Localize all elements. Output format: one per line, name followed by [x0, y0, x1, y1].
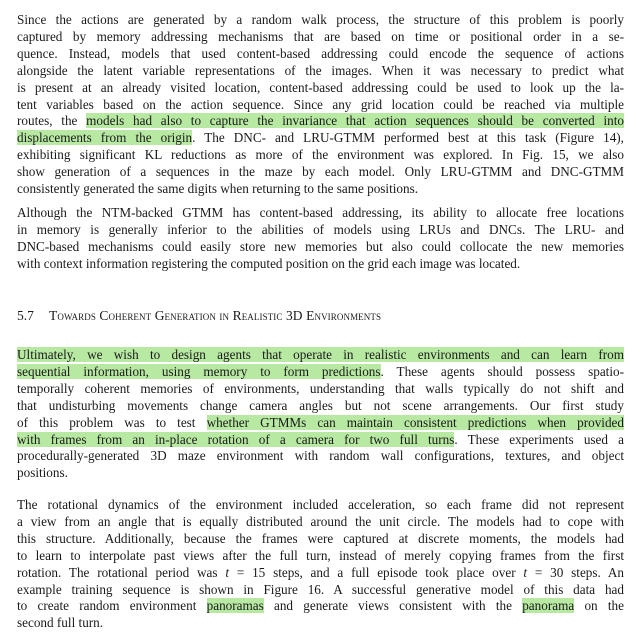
- text-span: = 30 steps. An: [527, 564, 625, 580]
- text-line: [17, 432, 624, 449]
- text-span: and generate views consistent with the: [263, 598, 523, 614]
- math-variable-t: t: [225, 564, 230, 580]
- text-line: Since the actions are generated by a random walk process, the structure of this problem is poorly: [17, 12, 624, 27]
- text-line: [17, 364, 624, 381]
- highlight-panoramas[interactable]: panoramas: [206, 598, 264, 614]
- text-line: second full turn.: [17, 615, 104, 631]
- text-line: tent variables based on the action sequence. Since any grid location could be reached via multiple: [17, 96, 624, 112]
- text-line: [17, 565, 624, 582]
- text-line: consistently generated the same digits when returning to the same positions.: [17, 181, 419, 197]
- text-line: procedurally-generated 3D maze environment with random wall configurations, textures, and object: [17, 448, 624, 464]
- highlight-panorama[interactable]: panorama: [522, 598, 575, 614]
- paragraph-ntm-comparison: [17, 205, 624, 273]
- math-variable-t: t: [523, 564, 528, 580]
- text-line: show generation of a sequences in the maze by each model. Only LRU-GTMM and DNC-GTMM: [17, 164, 624, 180]
- text-line: a view from an angle that is equally distributed around the unit circle. The models had to cope with: [17, 513, 624, 529]
- text-line: exhibiting significant KL reductions as more of the environment was explored. In Fig. 15, we also: [17, 147, 624, 163]
- highlight-sequential-information[interactable]: sequential information, using memory to form predictions: [17, 363, 381, 379]
- text-line: captured by memory addressing mechanisms that are based on time or positional order in a se-: [17, 28, 624, 44]
- text-span: of this problem was to test: [17, 414, 207, 430]
- text-span: to create random environment: [17, 598, 207, 614]
- text-span: rotation. The rotational period was: [17, 564, 226, 580]
- section-heading: [17, 307, 624, 324]
- text-line: [17, 113, 624, 130]
- text-line: alongside the latent variable representations of the images. When it was necessary to predict what: [17, 62, 624, 78]
- text-span: . The DNC- and LRU-GTMM performed best at this task (Figure 14),: [192, 130, 624, 146]
- text-span: . These agents should possess spatio-: [380, 363, 624, 379]
- highlight-camera-rotation[interactable]: with frames from an in-place rotation of a camera for two full turns: [17, 431, 455, 447]
- text-line: example training sequence is shown in Figure 16. A successful generative model of this data had: [17, 581, 624, 597]
- text-span: = 15 steps, and a full episode took place over: [229, 564, 524, 580]
- text-span: routes, the: [17, 113, 87, 129]
- text-line: temporally coherent memories of environments, understanding that walls typically do not shift and: [17, 380, 624, 396]
- text-line: with context information registering the computed position on the grid each image was located.: [17, 255, 521, 271]
- text-line: [17, 130, 624, 147]
- text-line: to learn to interpolate past views after the full turn, instead of merely copying frames from the first: [17, 547, 624, 563]
- section-number: 5.7: [17, 308, 34, 323]
- text-line: in memory is generally inferior to the abilities of models using LRUs and DNCs. The LRU- and: [17, 221, 624, 237]
- text-line: that undisturbing movements change camera angles but not scene arrangements. Our first study: [17, 397, 624, 413]
- section-title: Towards Coherent Generation in Realistic 3D Environments: [49, 308, 382, 323]
- text-line: DNC-based mechanisms could easily store new memories but also could collocate the new memories: [17, 238, 624, 254]
- text-line: is present at an already visited location, content-based addressing could be used to look up the la-: [17, 79, 624, 95]
- text-span: on the: [574, 598, 624, 614]
- highlight-invariance[interactable]: models had also to capture the invariance that action sequences should be converted into: [86, 113, 625, 129]
- text-line: The rotational dynamics of the environment included acceleration, so each frame did not represent: [17, 497, 624, 512]
- paragraph-random-walk: [17, 12, 624, 198]
- text-span: . These experiments used a: [454, 431, 624, 447]
- highlight-design-agents[interactable]: Ultimately, we wish to design agents that operate in realistic environments and can learn from: [17, 347, 624, 362]
- text-line: positions.: [17, 465, 68, 481]
- highlight-consistent-predictions[interactable]: whether GTMMs can maintain consistent predictions when provided: [206, 414, 624, 430]
- paragraph-realistic-environments: [17, 347, 624, 482]
- text-line: this structure. Additionally, because the frames were captured at discrete moments, the models had: [17, 530, 624, 546]
- text-line: [17, 347, 624, 364]
- text-line: [17, 415, 624, 432]
- text-line: [17, 598, 624, 615]
- paragraph-rotational-dynamics: [17, 497, 624, 632]
- text-line: quence. Instead, models that used content-based addressing could encode the sequence of actions: [17, 45, 624, 61]
- highlight-displacements[interactable]: displacements from the origin: [17, 130, 193, 146]
- text-line: Although the NTM-backed GTMM has content-based addressing, its ability to allocate free locations: [17, 205, 624, 220]
